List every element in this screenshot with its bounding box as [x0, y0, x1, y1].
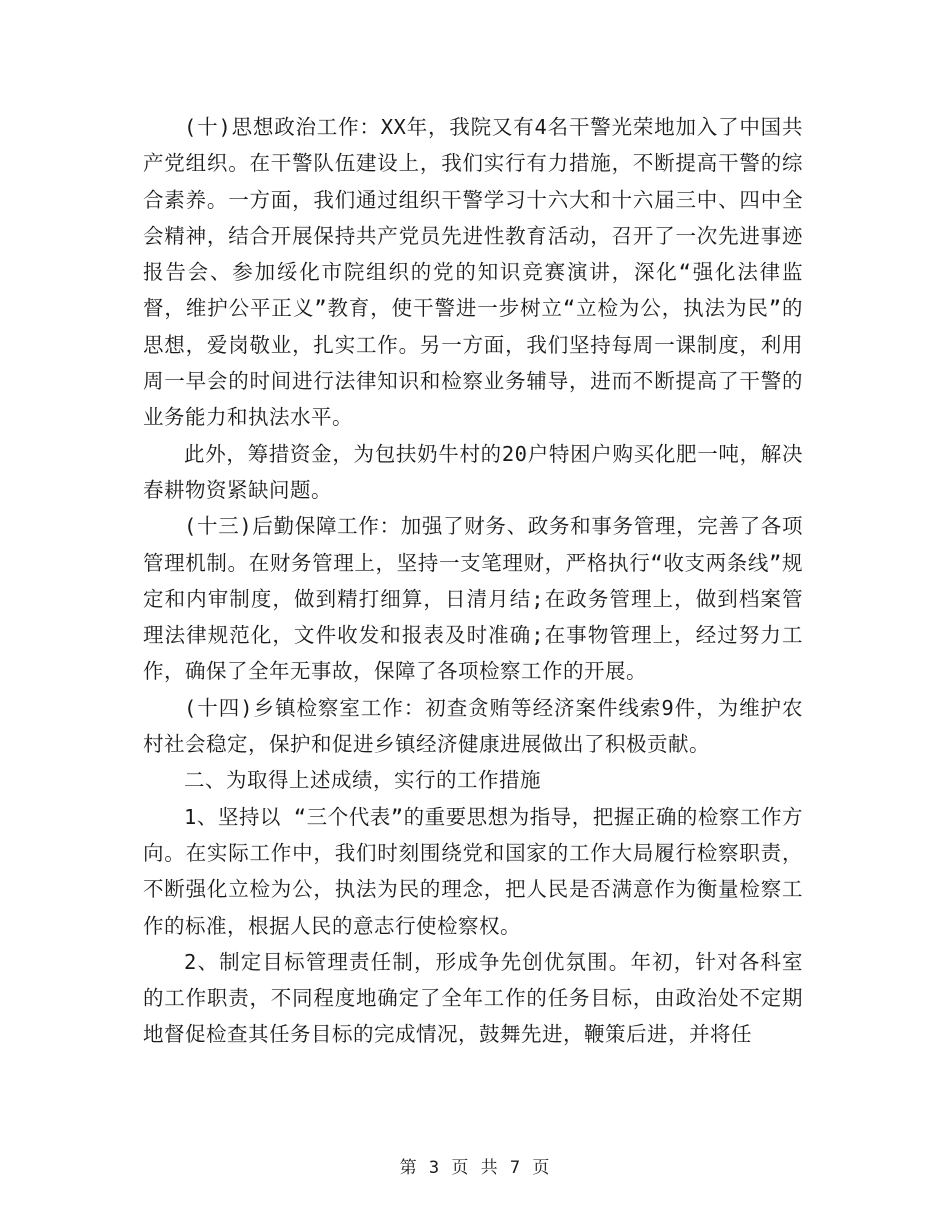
- page-number-footer: 第 3 页 共 7 页: [399, 1158, 551, 1178]
- paragraph-measure-1: 1、坚持以 “三个代表”的重要思想为指导，把握正确的检察工作方向。在实际工作中，我们时刻围绕党和国家的工作大局履行检察职责，不断强化立检为公，执法为民的理念，把人民是否满意作为衡量检察工作的标准，根据人民的意志行使检察权。: [143, 804, 803, 938]
- paragraph-ideological-political-work: (十)思想政治工作：XX年，我院又有4名干警光荣地加入了中国共产党组织。在干警队伍建设上，我们实行有力措施，不断提高干警的综合素养。一方面，我们通过组织干警学习十六大和十六届三中、四中全会精神，结合开展保持共产党员先进性教育活动，召开了一次先进事迹报告会、参加绥化市院组织的党的知识竞赛演讲，深化“强化法律监督，维护公平正义”教育，使干警进一步树立“立检为公，执法为民”的思想，爱岗敬业，扎实工作。另一方面，我们坚持每周一课制度，利用周一早会的时间进行法律知识和检察业务辅导，进而不断提高了干警的业务能力和执法水平。: [143, 115, 803, 430]
- document-body: [143, 109, 803, 1053]
- paragraph-logistics-support: (十三)后勤保障工作：加强了财务、政务和事务管理，完善了各项管理机制。在财务管理上，坚持一支笔理财，严格执行“收支两条线”规定和内审制度，做到精打细算，日清月结;在政务管理上，做到档案管理法律规范化，文件收发和报表及时准确;在事物管理上，经过努力工作，确保了全年无事故，保障了各项检察工作的开展。: [143, 514, 803, 684]
- paragraph-measure-2: 2、制定目标管理责任制，形成争先创优氛围。年初，针对各科室的工作职责，不同程度地确定了全年工作的任务目标，由政治处不定期地督促检查其任务目标的完成情况，鼓舞先进，鞭策后进，并将任: [143, 949, 803, 1047]
- paragraph-poverty-assistance: 此外，筹措资金，为包扶奶牛村的20户特困户购买化肥一吨，解决春耕物资紧缺问题。: [143, 441, 803, 502]
- paragraph-township-procuratorate: (十四)乡镇检察室工作：初查贪贿等经济案件线索9件，为维护农村社会稳定，保护和促进乡镇经济健康进展做出了积极贡献。: [143, 695, 803, 757]
- section-heading-work-measures: 二、为取得上述成绩，实行的工作措施: [184, 768, 541, 793]
